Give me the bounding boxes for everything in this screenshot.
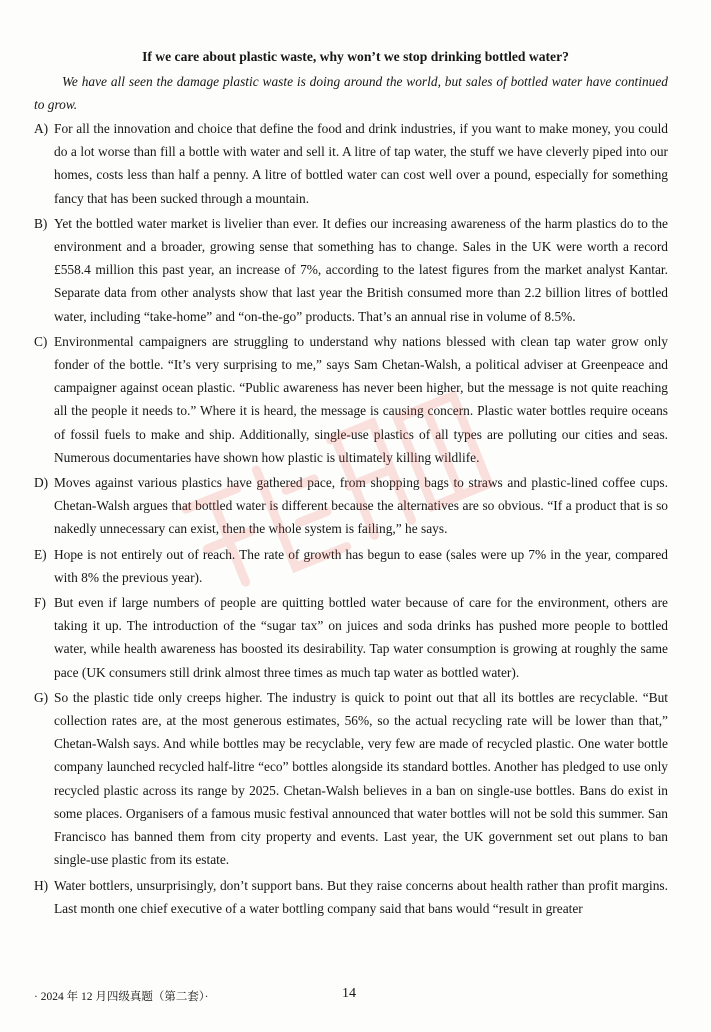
paragraph-label: F) <box>34 595 46 611</box>
paragraph-h <box>34 874 668 920</box>
paragraph-text: But even if large numbers of people are quitting bottled water because of care for the environment, others are taking it up. The introduction of the “sugar tax” on juices and soda drinks has pushed more people to bottled water, while health awareness has boosted its desirability. Tap water consumption is growing at roughly the same pace (UK consumers still drink almost three times as much tap water as bottled water). <box>54 595 668 680</box>
paragraph-c <box>34 330 668 469</box>
paragraph-text: Water bottlers, unsurprisingly, don’t support bans. But they raise concerns about health rather than profit margins. Last month one chief executive of a water bottling company said that bans would “result in greater <box>54 877 668 916</box>
paragraph-text: Yet the bottled water market is livelier than ever. It defies our increasing awareness of the harm plastics do to the environment and a broader, growing sense that something has to change. Sales in the UK were worth a record £558.4 million this past year, an increase of 7%, according to the latest figures from the market analyst Kantar. Separate data from other analysts show that last year the British consumed more than 2.2 billion litres of bottled water, including “take-home” and “on-the-go” products. That’s an annual rise in volume of 8.5%. <box>54 215 668 324</box>
paragraph-text: Hope is not entirely out of reach. The rate of growth has begun to ease (sales were up 7% in the year, compared with 8% the previous year). <box>54 546 668 585</box>
paragraph-f <box>34 591 668 684</box>
paragraph-label: D) <box>34 475 49 491</box>
paragraph-label: C) <box>34 333 48 349</box>
exam-caption: · 2024 年 12 月四级真题（第二套）· <box>34 991 209 1003</box>
paragraph-text: For all the innovation and choice that define the food and drink industries, if you want to make money, you could do a lot worse than fill a bottle with water and sell it. A litre of tap water, the stuff we have cleverly piped into our homes, costs less than half a penny. A litre of bottled water can cost well over a pound, especially for something fancy that has been sucked through a mountain. <box>54 121 668 206</box>
paragraph-e <box>34 543 668 589</box>
paragraph-label: A) <box>34 121 49 136</box>
page-number: 14 <box>342 986 356 1001</box>
article-body <box>34 117 668 922</box>
paragraph-text: So the plastic tide only creeps higher. The industry is quick to point out that all its bottles are recyclable. “But collection rates are, at the most generous estimates, 56%, so the actual recycling rate will be lower than that,” Chetan-Walsh says. And while bottles may be recyclable, very few are made of recycled plastic. One water bottle company launched recycled half-litre “eco” bottles alongside its standard bottles. Another has pledged to use only recycled plastic across its range by 2025. Chetan-Walsh believes in a ban on single-use bottles. Bans do exist in some places. Organisers of a famous music festival announced that water bottles will not be sold this summer. San Francisco has banned them from city property and events. Last year, the UK government set out plans to ban single-use plastic from its estate. <box>54 689 668 868</box>
paragraph-d <box>34 471 668 541</box>
page-footer <box>34 986 674 1006</box>
paragraph-text: Environmental campaigners are struggling to understand why nations blessed with clean tap water grow only fonder of the bottle. “It’s very surprising to me,” says Sam Chetan-Walsh, a political adviser at Greenpeace and campaigner against ocean plastic. “Public awareness has never been higher, but the message is not quite reaching all the people it needs to.” Where it is heard, the message is causing concern. Plastic water bottles require oceans of fossil fuels to make and ship. Additionally, single-use plastics of all types are polluting our cities and seas. Numerous documentaries have shown how plastic is ultimately killing wildlife. <box>54 333 668 465</box>
paragraph-label: E) <box>34 546 47 562</box>
paragraph-text: Moves against various plastics have gathered pace, from shopping bags to straws and plastic-lined coffee cups. Chetan-Walsh argues that bottled water is different because the alternatives are so obvious. “If a product that is so nakedly unnecessary can exist, then the whole system is failing,” he says. <box>54 475 668 537</box>
paragraph-b <box>34 212 668 328</box>
paragraph-g <box>34 686 668 872</box>
paragraph-a <box>34 117 668 210</box>
paragraph-label: G) <box>34 689 49 705</box>
paragraph-label: H) <box>34 877 49 893</box>
article-title: If we care about plastic waste, why won’t we stop drinking bottled water? <box>142 49 569 64</box>
article-lead: We have all seen the damage plastic waste is doing around the world, but sales of bottled water have continued to grow. <box>34 74 668 113</box>
paragraph-label: B) <box>34 215 48 231</box>
